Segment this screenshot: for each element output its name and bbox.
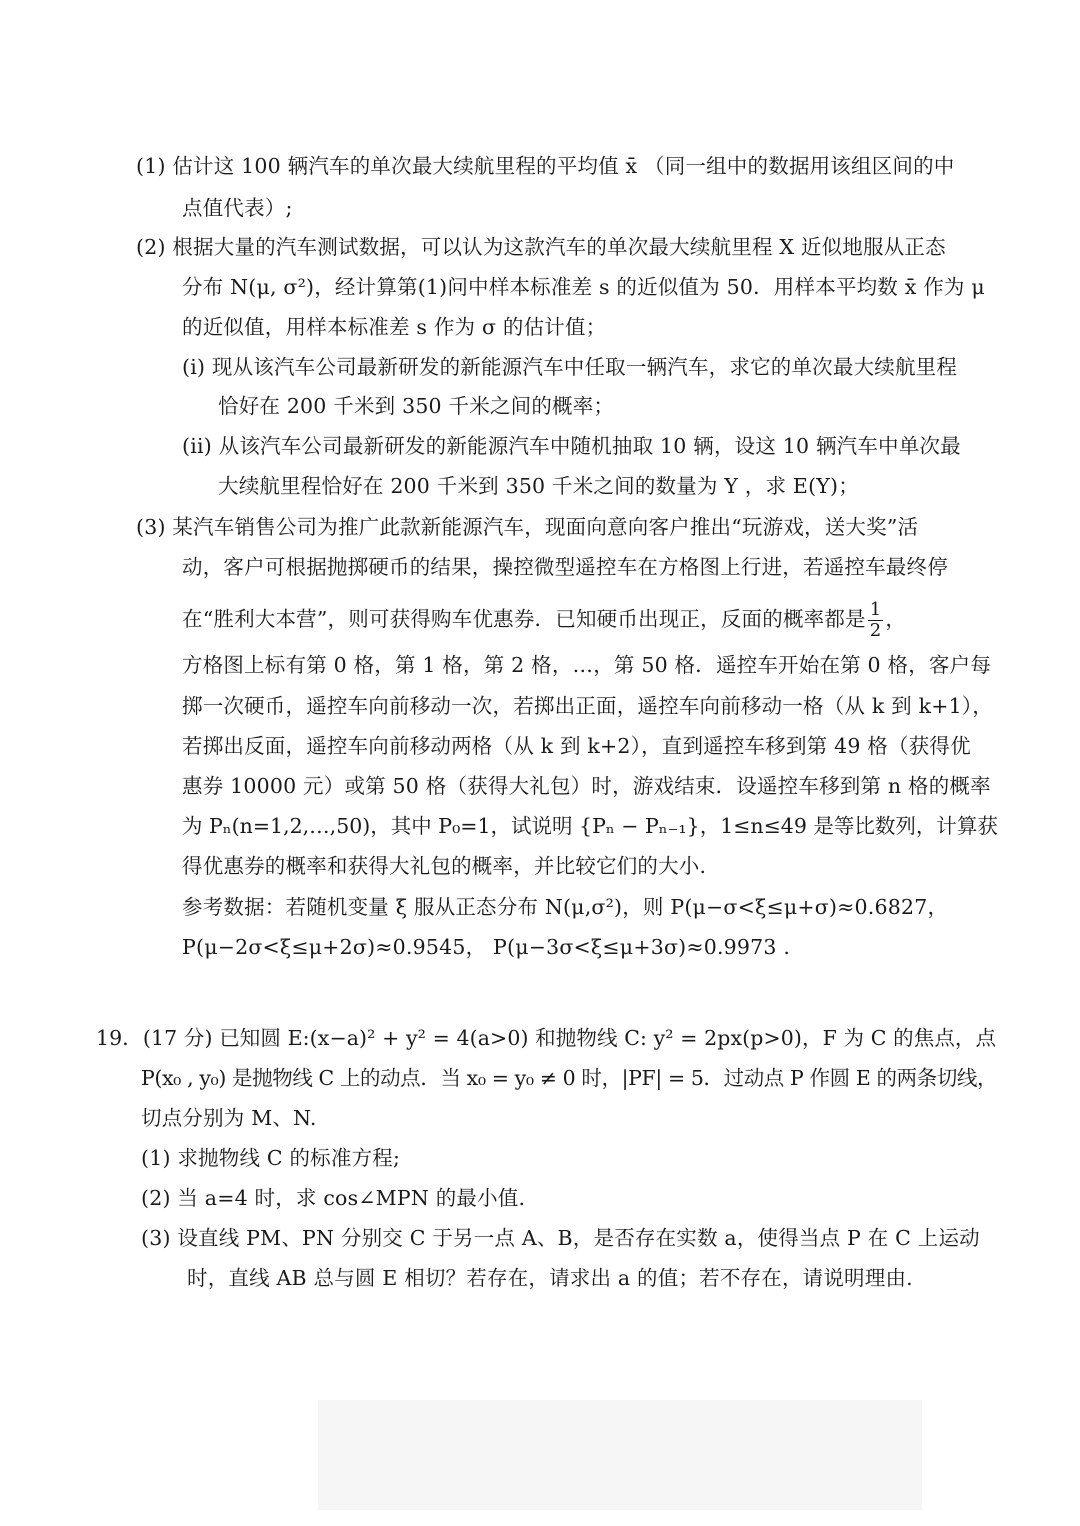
q19-part2: (2) 当 a=4 时，求 cos∠MPN 的最小值. [141,1186,526,1210]
q18-reference-line1: 参考数据：若随机变量 ξ 服从正态分布 N(μ,σ²)，则 P(μ−σ<ξ≤μ+σ)≈0.6827， [182,895,949,919]
fraction-denominator: 2 [869,620,882,641]
q18-part1-line1: (1) 估计这 100 辆汽车的单次最大续航里程的平均值 x̄ （同一组中的数据用该组区间的中 [136,154,955,178]
q18-part3-line5: 掷一次硬币，遥控车向前移动一次，若掷出正面，遥控车向前移动一格（从 k 到 k+1）， [182,694,993,718]
q18-part2-i-line2: 恰好在 200 千米到 350 千米之间的概率； [218,394,615,418]
q18-part3-line8: 为 Pₙ(n=1,2,…,50)，其中 P₀=1，试说明 {Pₙ − Pₙ₋₁}，1≤n≤49 是等比数列，计算获 [182,814,998,838]
q19-stem-line3: 切点分别为 M、N. [141,1106,317,1130]
q19-stem-line2: P(x₀ , y₀) 是抛物线 C 上的动点．当 x₀ = y₀ ≠ 0 时，|PF| = 5．过动点 P 作圆 E 的两条切线， [141,1066,998,1090]
q18-part3-line3-text: 在“胜利大本营”，则可获得购车优惠券．已知硬币出现正，反面的概率都是 [182,607,866,631]
q19-part3-line2: 时，直线 AB 总与圆 E 相切？若存在，请求出 a 的值；若不存在，请说明理由. [187,1266,913,1290]
half-fraction [868,600,884,641]
q19-part3-line1: (3) 设直线 PM、PN 分别交 C 于另一点 A、B，是否存在实数 a，使得当点 P 在 C 上运动 [141,1226,980,1250]
q18-reference-line2: P(μ−2σ<ξ≤μ+2σ)≈0.9545， P(μ−3σ<ξ≤μ+3σ)≈0.9973 . [182,935,791,959]
q18-part2-ii-line1: (ii) 从该汽车公司最新研发的新能源汽车中随机抽取 10 辆，设这 10 辆汽车中单次最 [182,434,961,458]
q18-part3-line1: (3) 某汽车销售公司为推广此款新能源汽车，现面向意向客户推出“玩游戏，送大奖”活 [136,515,919,539]
fraction-numerator: 1 [869,599,882,620]
q18-part3-line9: 得优惠券的概率和获得大礼包的概率，并比较它们的大小. [182,854,707,878]
q18-part3-line7: 惠券 10000 元）或第 50 格（获得大礼包）时，游戏结束．设遥控车移到第 n 格的概率 [182,774,991,798]
q18-part3-line3 [182,600,906,641]
q18-part2-line3: 的近似值，用样本标准差 s 作为 σ 的估计值； [182,315,607,339]
q18-part1-line2: 点值代表）; [182,196,293,220]
q19-stem-line1: 19．(17 分) 已知圆 E:(x−a)² + y² = 4(a>0) 和抛物线 C: y² = 2px(p>0)，F 为 C 的焦点，点 [96,1026,997,1050]
faint-watermark-area [318,1400,922,1510]
q18-part2-line1: (2) 根据大量的汽车测试数据，可以认为这款汽车的单次最大续航里程 X 近似地服从正态 [136,235,946,259]
q18-part2-line2: 分布 N(μ, σ²)，经计算第(1)问中样本标准差 s 的近似值为 50．用样本平均数 x̄ 作为 μ [182,275,985,299]
q19-part1: (1) 求抛物线 C 的标准方程; [141,1146,401,1170]
q18-part3-line6: 若掷出反面，遥控车向前移动两格（从 k 到 k+2），直到遥控车移到第 49 格（获得优 [182,734,971,758]
q18-part2-ii-line2: 大续航里程恰好在 200 千米到 350 千米之间的数量为 Y ，求 E(Y)； [218,474,859,498]
q18-part3-line4: 方格图上标有第 0 格，第 1 格，第 2 格，…，第 50 格．遥控车开始在第 0 格，客户每 [182,653,992,677]
q18-part3-line3-tail: ， [885,607,907,631]
q18-part3-line2: 动，客户可根据抛掷硬币的结果，操控微型遥控车在方格图上行进，若遥控车最终停 [182,555,948,579]
q18-part2-i-line1: (i) 现从该汽车公司最新研发的新能源汽车中任取一辆汽车，求它的单次最大续航里程 [182,355,958,379]
